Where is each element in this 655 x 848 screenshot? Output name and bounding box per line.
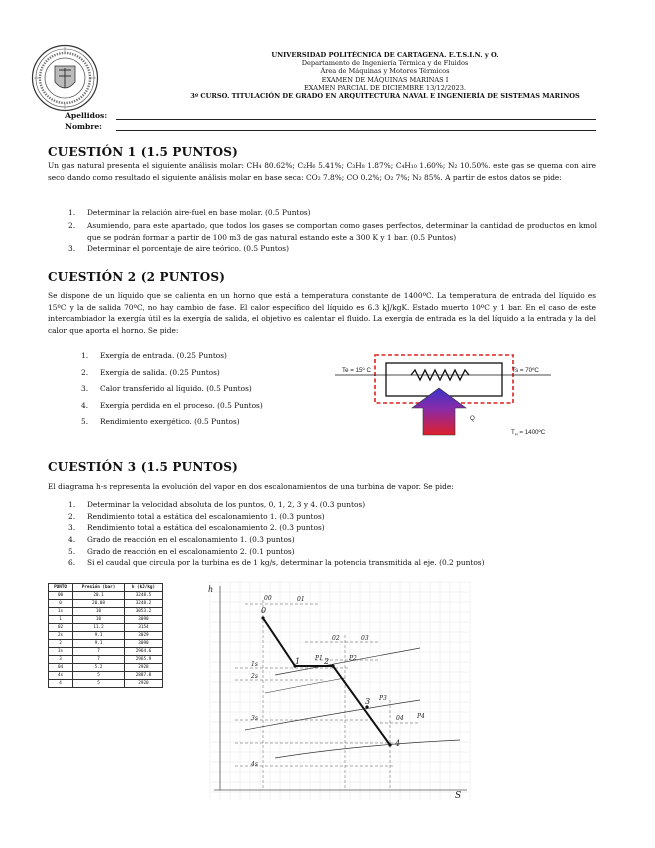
table-cell: 2965.9 xyxy=(124,656,162,664)
label-1s: 1s xyxy=(251,661,258,668)
table-cell: 20.08 xyxy=(73,600,125,608)
list-item: 4. Exergía perdida en el proceso. (0.5 Puntos) xyxy=(81,400,263,410)
name-field[interactable] xyxy=(116,130,596,131)
label-p3: P3 xyxy=(379,695,387,702)
table-header-cell: h (kJ/kg) xyxy=(124,584,162,592)
table-cell: 3090 xyxy=(124,640,162,648)
table-cell: 2964.6 xyxy=(124,648,162,656)
table-cell: 3248.2 xyxy=(124,600,162,608)
table-cell: 00 xyxy=(49,592,73,600)
table-row xyxy=(49,672,163,680)
state-point xyxy=(261,616,264,619)
label-03: 03 xyxy=(361,635,369,642)
table-cell: 2928 xyxy=(124,664,162,672)
table-row xyxy=(49,664,163,672)
furnace-temperature: $T_H$ = 1400ºC xyxy=(511,429,546,437)
table-cell: 3029 xyxy=(124,632,162,640)
hs-diagram xyxy=(205,580,475,805)
table-cell: 3s xyxy=(49,648,73,656)
table-header-cell: PUNTO xyxy=(49,584,73,592)
university-name: UNIVERSIDAD POLITÉCNICA DE CARTAGENA. E.T.S.I.N. y O. xyxy=(271,51,499,59)
inlet-temperature: Te = 15º C xyxy=(342,367,371,374)
label-3: 3 xyxy=(365,697,371,706)
university-seal-logo xyxy=(31,44,99,112)
table-cell: 5 xyxy=(73,672,125,680)
table-cell: 2887.8 xyxy=(124,672,162,680)
furnace-heat-exchanger-diagram xyxy=(335,348,565,440)
label-p4: P4 xyxy=(417,713,425,720)
list-item: 3. Calor transferido al líquido. (0.5 Puntos) xyxy=(81,384,252,393)
list-item: 2. Asumiendo, para este apartado, que todos los gases se comportan como gases perfectos, determinar la cantidad de productos en kmol que se podrán formar a partir de 100 m3 de gas natural estando este a 300 K y 1 bar. (0.5 Puntos) xyxy=(68,221,597,242)
list-item: 1. Determinar la velocidad absoluta de los puntos, 0, 1, 2, 3 y 4. (0.3 puntos) xyxy=(68,500,366,509)
list-item: 5. Grado de reacción en el escalonamiento 2. (0.1 puntos) xyxy=(68,546,295,556)
list-item: 2. Exergía de salida. (0.25 Puntos) xyxy=(81,367,220,377)
table-cell: 3090 xyxy=(124,616,162,624)
question-3-title: CUESTIÓN 3 (1.5 PUNTOS) xyxy=(48,460,239,474)
table-cell: 1 xyxy=(49,616,73,624)
label-02: 02 xyxy=(332,635,340,642)
table-cell: 0 xyxy=(49,600,73,608)
state-point xyxy=(388,743,391,746)
heat-label: Q xyxy=(470,415,475,422)
table-cell: 10 xyxy=(73,608,125,616)
question-3-text: El diagrama h-s representa la evolución del vapor en dos escalonamientos de una turbina de vapor. Se pide: xyxy=(48,482,454,491)
table-cell: 10 xyxy=(73,616,125,624)
list-item: 5. Rendimiento exergético. (0.5 Puntos) xyxy=(81,417,240,426)
question-3-items xyxy=(68,500,485,568)
table-row xyxy=(49,640,163,648)
outlet-temperature: Ts = 70ºC xyxy=(512,367,539,374)
label-4: 4 xyxy=(395,739,401,748)
table-cell: 3053.2 xyxy=(124,608,162,616)
turbine-data-table xyxy=(48,583,163,688)
list-item: 2. Rendimiento total a estática del escalonamiento 1. (0.3 puntos) xyxy=(68,511,325,521)
table-row xyxy=(49,680,163,688)
table-cell: 11.2 xyxy=(73,624,125,632)
table-cell: 4 xyxy=(49,680,73,688)
name-label: Nombre: xyxy=(65,122,102,131)
pipe xyxy=(386,363,502,396)
table-cell: 2s xyxy=(49,632,73,640)
state-point xyxy=(331,664,334,667)
table-cell: 2920 xyxy=(124,680,162,688)
label-2s: 2s xyxy=(251,673,258,680)
label-2: 2 xyxy=(324,657,330,666)
label-4s: 4s xyxy=(251,761,258,768)
question-2-title: CUESTIÓN 2 (2 PUNTOS) xyxy=(48,270,226,284)
label-0: 0 xyxy=(261,606,267,615)
table-row xyxy=(49,632,163,640)
label-00: 00 xyxy=(264,595,272,602)
list-item: 3. Rendimiento total a estática del escalonamiento 2. (0.3 puntos) xyxy=(68,523,325,533)
table-cell: 5.2 xyxy=(73,664,125,672)
table-row xyxy=(49,600,163,608)
axis-label-s: S xyxy=(455,791,462,801)
exam-header xyxy=(120,51,650,100)
list-item: 4. Grado de reacción en el escalonamiento 1. (0.3 puntos) xyxy=(68,535,295,545)
label-04: 04 xyxy=(396,715,404,722)
area-name: Área de Máquinas y Motores Térmicos xyxy=(320,67,450,76)
surname-label: Apellidos: xyxy=(65,111,108,120)
table-cell: 3 xyxy=(49,656,73,664)
table-cell: 9.1 xyxy=(73,640,125,648)
table-cell: 04 xyxy=(49,664,73,672)
table-cell: 7 xyxy=(73,648,125,656)
table-row xyxy=(49,648,163,656)
question-1-items xyxy=(68,208,597,253)
question-2-text: Se dispone de un líquido que se calienta en un horno que está a temperatura constante de 1400ºC. La temperatura de entrada del líquido es 15ºC y la de salida 70ºC, no hay cambio de fase. El calor específico del líquido es 6.3 kJ/kgK. Estado muerto 10ºC y 1 bar. En el caso de este intercambiador la exergía útil es la exergía de salida, el objetivo es calentar el fluido. La exergía de entrada es la del líquido a la entrada y la del calor que aporta el horno. Se pide: xyxy=(48,291,596,335)
exam-name: EXAMEN DE MÁQUINAS MARINAS I xyxy=(321,75,449,84)
label-01: 01 xyxy=(297,596,305,603)
table-row xyxy=(49,624,163,632)
table-row xyxy=(49,616,163,624)
table-cell: 20.1 xyxy=(73,592,125,600)
question-1-text: Un gas natural presenta el siguiente análisis molar: CH₄ 80.62%; C₂H₆ 5.41%; C₃H₈ 1.87%; C₄H₁₀ 1.60%; N₂ 10.50%. este gas se quema con aire seco dando como resultado el siguiente análisis molar en base seca: CO₂ 7.8%; CO 0.2%; O₂ 7%; N₂ 85%. A partir de estos datos se pide: xyxy=(48,161,596,182)
label-3s: 3s xyxy=(251,715,258,722)
label-1: 1 xyxy=(295,657,301,666)
isobar-p3 xyxy=(245,700,420,730)
course-line: 3º CURSO. TITULACIÓN DE GRADO EN ARQUITECTURA NAVAL E INGENIERÍA DE SISTEMAS MARINOS xyxy=(190,92,580,101)
table-cell: 02 xyxy=(49,624,73,632)
label-p2: P2 xyxy=(349,655,357,662)
table-cell: 3154 xyxy=(124,624,162,632)
table-header-cell: Presión (bar) xyxy=(73,584,125,592)
table-cell: 5 xyxy=(73,680,125,688)
table-cell: 4s xyxy=(49,672,73,680)
department-name: Departamento de Ingeniería Térmica y de Fluidos xyxy=(301,59,469,68)
table-row xyxy=(49,656,163,664)
table-cell: 2 xyxy=(49,640,73,648)
table-cell: 7 xyxy=(73,656,125,664)
question-2-items xyxy=(81,351,263,426)
list-item: 3. Determinar el porcentaje de aire teórico. (0.5 Puntos) xyxy=(68,244,289,253)
list-item: 1. Determinar la relación aire-fuel en base molar. (0.5 Puntos) xyxy=(68,208,311,217)
exam-date: EXAMEN PARCIAL DE DICIEMBRE 13/12/2023. xyxy=(303,83,467,92)
list-item: 6. Si el caudal que circula por la turbina es de 1 kg/s, determinar la potencia transmitida al eje. (0.2 puntos) xyxy=(68,558,485,568)
table-row xyxy=(49,592,163,600)
table-row xyxy=(49,608,163,616)
table-cell: 9.1 xyxy=(73,632,125,640)
axis-label-h: h xyxy=(208,585,214,594)
table-cell: 1s xyxy=(49,608,73,616)
surname-field[interactable] xyxy=(116,119,596,120)
label-p1: P1 xyxy=(315,655,323,662)
list-item: 1. Exergía de entrada. (0.25 Puntos) xyxy=(81,351,227,360)
table-cell: 3248.5 xyxy=(124,592,162,600)
question-1-title: CUESTIÓN 1 (1.5 PUNTOS) xyxy=(48,145,239,159)
